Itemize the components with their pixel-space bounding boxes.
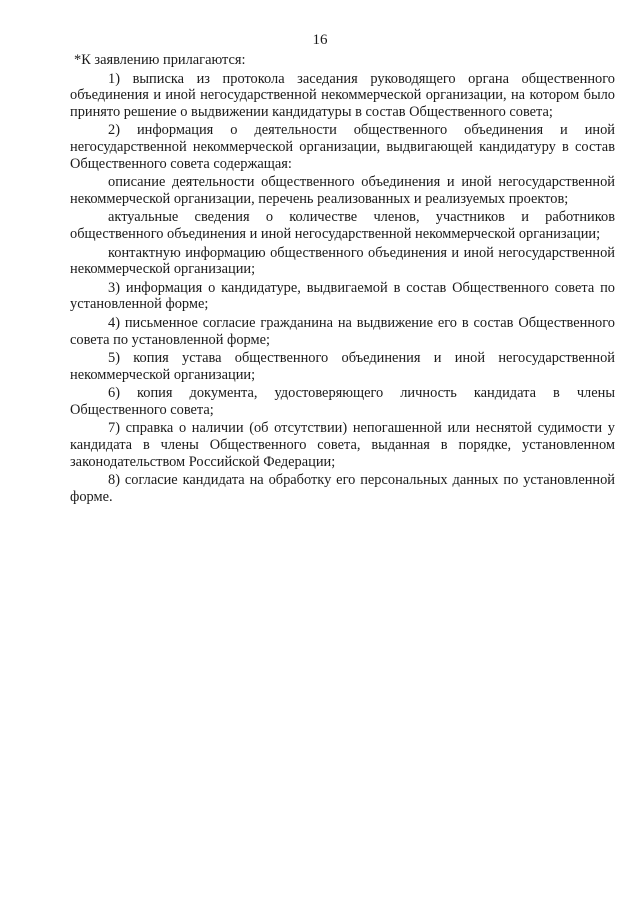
list-item-3: 3) информация о кандидатуре, выдвигаемой в состав Общественного совета по установленной форме; [70, 279, 615, 313]
page-number: 16 [312, 32, 328, 48]
list-item-4: 4) письменное согласие гражданина на выдвижение его в состав Общественного совета по установленной форме; [70, 314, 615, 348]
list-item-2-description: описание деятельности общественного объединения и иной негосударственной некоммерческой организации, перечень реализованных и реализуемых проектов; [70, 174, 615, 207]
document-body [70, 52, 615, 507]
list-item-2-members-info: актуальные сведения о количестве членов, участников и работников общественного объединения и иной негосударственной некоммерческой организации; [70, 209, 615, 242]
list-item-7: 7) справка о наличии (об отсутствии) непогашенной или неснятой судимости у кандидата в члены Общественного совета, выданная в порядке, установленном законодательством Российской Федерации; [70, 420, 615, 470]
list-item-8: 8) согласие кандидата на обработку его персональных данных по установленной форме. [70, 472, 615, 505]
list-item-2-contacts: контактную информацию общественного объединения и иной негосударственной некоммерческой организации; [70, 244, 615, 278]
list-item-5: 5) копия устава общественного объединения и иной негосударственной некоммерческой организации; [70, 350, 615, 383]
attachments-heading: *К заявлению прилагаются: [74, 52, 246, 68]
list-item-2: 2) информация о деятельности общественного объединения и иной негосударственной некоммерческой организации, выдвигающей кандидатуру в состав Общественного совета содержащая: [70, 122, 615, 172]
list-item-1: 1) выписка из протокола заседания руководящего органа общественного объединения и иной негосударственной некоммерческой организации, на котором было принято решение о выдвижении кандидатуры в состав Общественного совета; [70, 70, 615, 120]
list-item-6: 6) копия документа, удостоверяющего личность кандидата в члены Общественного совета; [70, 385, 615, 418]
